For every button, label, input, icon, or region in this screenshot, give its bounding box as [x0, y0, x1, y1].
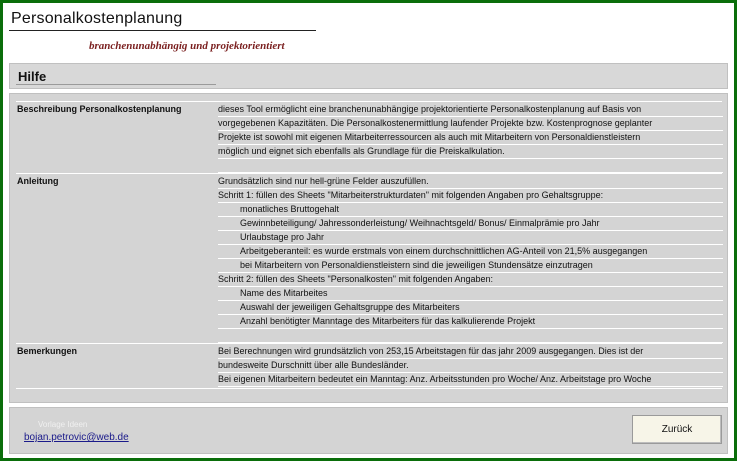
- anleitung-row: Grundsätzlich sind nur hell-grüne Felder auszufüllen.: [218, 175, 723, 189]
- section-divider: [16, 173, 722, 174]
- section-label-anleitung: Anleitung: [17, 176, 59, 186]
- beschreibung-row: Projekte ist sowohl mit eigenen Mitarbeiterressourcen als auch mit Mitarbeitern von Personaldienstleistern: [218, 131, 723, 145]
- blank-row: [218, 159, 723, 173]
- help-underline: [16, 84, 216, 85]
- header: [3, 3, 734, 63]
- window-frame: [3, 3, 734, 458]
- page-title: Personalkostenplanung: [11, 10, 183, 27]
- author-email-link[interactable]: bojan.petrovic@web.de: [24, 432, 129, 443]
- anleitung-row: Anzahl benötigter Manntage des Mitarbeiters für das kalkulierende Projekt: [218, 315, 723, 329]
- back-button[interactable]: Zurück: [632, 415, 722, 444]
- beschreibung-row: möglich und eignet sich ebenfalls als Grundlage für die Preiskalkulation.: [218, 145, 723, 159]
- anleitung-row: monatliches Bruttogehalt: [218, 203, 723, 217]
- page-subtitle: branchenunabhängig und projektorientiert: [89, 40, 285, 52]
- anleitung-row: Arbeitgeberanteil: es wurde erstmals von einem durchschnittlichen AG-Anteil von 21,5% ausgegangen: [218, 245, 723, 259]
- section-divider: [16, 388, 722, 389]
- help-content-panel: [9, 93, 728, 403]
- title-underline: [9, 30, 316, 31]
- section-label-beschreibung: Beschreibung Personalkostenplanung: [17, 104, 182, 114]
- section-label-bemerkungen: Bemerkungen: [17, 346, 78, 356]
- anleitung-row: Name des Mitarbeites: [218, 287, 723, 301]
- section-divider: [16, 343, 722, 344]
- beschreibung-row: dieses Tool ermöglicht eine branchenunabhängige projektorientierte Personalkostenplanung auf Basis von: [218, 103, 723, 117]
- help-title: Hilfe: [18, 69, 47, 84]
- anleitung-row: Urlaubstage pro Jahr: [218, 231, 723, 245]
- bemerkungen-row: bundesweite Durschnitt über alle Bundesländer.: [218, 359, 723, 373]
- blank-row: [218, 329, 723, 343]
- section-divider: [16, 101, 722, 102]
- bemerkungen-row: Bei eigenen Mitarbeitern bedeutet ein Manntag: Anz. Arbeitsstunden pro Woche/ Anz. Arbeitstage pro Woche: [218, 373, 723, 387]
- anleitung-row: bei Mitarbeitern von Personaldienstleistern sind die jeweiligen Stundensätze einzutragen: [218, 259, 723, 273]
- anleitung-row: Gewinnbeteiligung/ Jahressonderleistung/ Weihnachtsgeld/ Bonus/ Einmalprämie pro Jahr: [218, 217, 723, 231]
- anleitung-row: Auswahl der jeweiligen Gehaltsgruppe des Mitarbeiters: [218, 301, 723, 315]
- beschreibung-row: vorgegebenen Kapazitäten. Die Personalkostenermittlung laufender Projekte bzw. Kostenprognose geplanter: [218, 117, 723, 131]
- footer: [9, 407, 728, 454]
- anleitung-row: Schritt 2: füllen des Sheets "Personalkosten" mit folgenden Angaben:: [218, 273, 723, 287]
- help-bar: [9, 63, 728, 89]
- footer-faded-text: Vorlage Ideen: [38, 420, 88, 429]
- anleitung-row: Schritt 1: füllen des Sheets "Mitarbeiterstrukturdaten" mit folgenden Angaben pro Gehaltsgruppe:: [218, 189, 723, 203]
- bemerkungen-row: Bei Berechnungen wird grundsätzlich von 253,15 Arbeitstagen für das jahr 2009 ausgegangen. Dies ist der: [218, 345, 723, 359]
